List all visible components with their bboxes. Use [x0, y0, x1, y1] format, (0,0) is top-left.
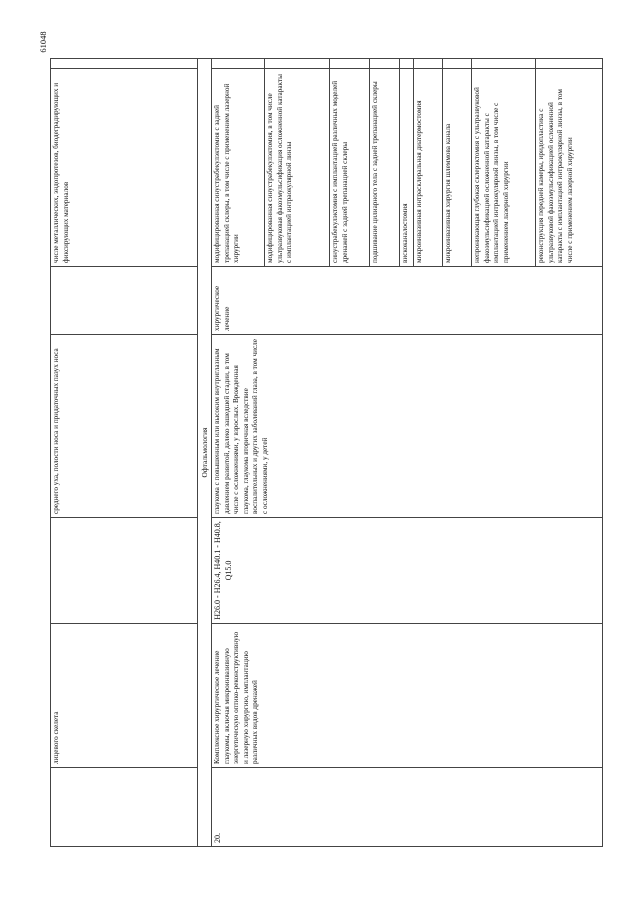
table-row: [212, 59, 265, 847]
method-item: микроинвазивная интрасклеральная диатермостомия: [414, 69, 443, 267]
method-item: непроникающая глубокая склерэктомия с ультразвуковой факоэмульсификацией осложненной катаракты с имплантацией интраокулярной линзы, в том числе с применением лазерной хирургии: [472, 69, 536, 267]
cell-number: [51, 768, 198, 847]
cell-name: лицевого скелета: [51, 624, 198, 768]
row-rest: [472, 59, 536, 69]
row-rest: [443, 59, 472, 69]
section-title: Офтальмология: [198, 59, 212, 847]
method-item: синустрабекулэктомия с имплантацией различных моделей дренажей с задней трепанацией склеры: [330, 69, 370, 267]
cell-treatment: [51, 267, 198, 335]
row-rest: [414, 59, 443, 69]
row-rest: [330, 59, 370, 69]
continued-row: [51, 59, 198, 847]
cell-rest: [51, 59, 198, 69]
row-name: Комплексное хирургическое лечение глаукомы, включая микроинвазивную энергетическую оптико-реконструктивную и лазерную хирургию, имплантацию различных видов дренажей: [212, 624, 603, 768]
row-treatment-type: хирургическое лечение: [212, 267, 603, 335]
method-item: модифицированная синустрабекулэктомия с задней трепанацией склеры, в том числе с применением лазерной хирургии: [212, 69, 265, 267]
row-number: 20.: [212, 768, 603, 847]
method-item: реконструкция передней камеры, иридопластика с ультразвуковой факоэмульсификацией осложненной катаракты с имплантацией интраокулярной линзы, в том числе с применением лазерной хирургии: [536, 69, 603, 267]
row-rest: [265, 59, 330, 69]
section-row: [198, 59, 212, 847]
cell-codes: [51, 518, 198, 624]
cell-model: среднего уха, полости носа и придаточных пазух носа: [51, 335, 198, 518]
row-rest: [370, 59, 400, 69]
medical-care-table: [50, 58, 603, 847]
method-item: подшивание цилиарного тела с задней трепанацией склеры: [370, 69, 400, 267]
row-rest: [212, 59, 265, 69]
method-item: вискоканалостомия: [400, 69, 414, 267]
method-item: микроинвазивная хирургия шлеммова канала: [443, 69, 472, 267]
cell-method: числе металлических, эндопротезов, биодеградирующих и фиксирующих материалов: [51, 69, 198, 267]
method-item: модифицированная синустрабекулэктомия, в том числе ультразвуковая факоэмульсификация осложненной катаракты с имплантацией интраокулярной линзы: [265, 69, 330, 267]
row-model: глаукома с повышенным или высоким внутриглазным давлением развитой, далеко зашедшей стадии, в том числе с осложнениями, у взрослых. Врожденная глаукома, глаукома вторичная вследствие воспалительных и других заболеваний глаза, в том числе с осложнениями, у детей: [212, 335, 603, 518]
row-rest: [400, 59, 414, 69]
row-codes: H26.0 - H26.4, H40.1 - H40.8, Q15.0: [212, 518, 603, 624]
row-rest: [536, 59, 603, 69]
page-number: 61048: [38, 31, 48, 53]
